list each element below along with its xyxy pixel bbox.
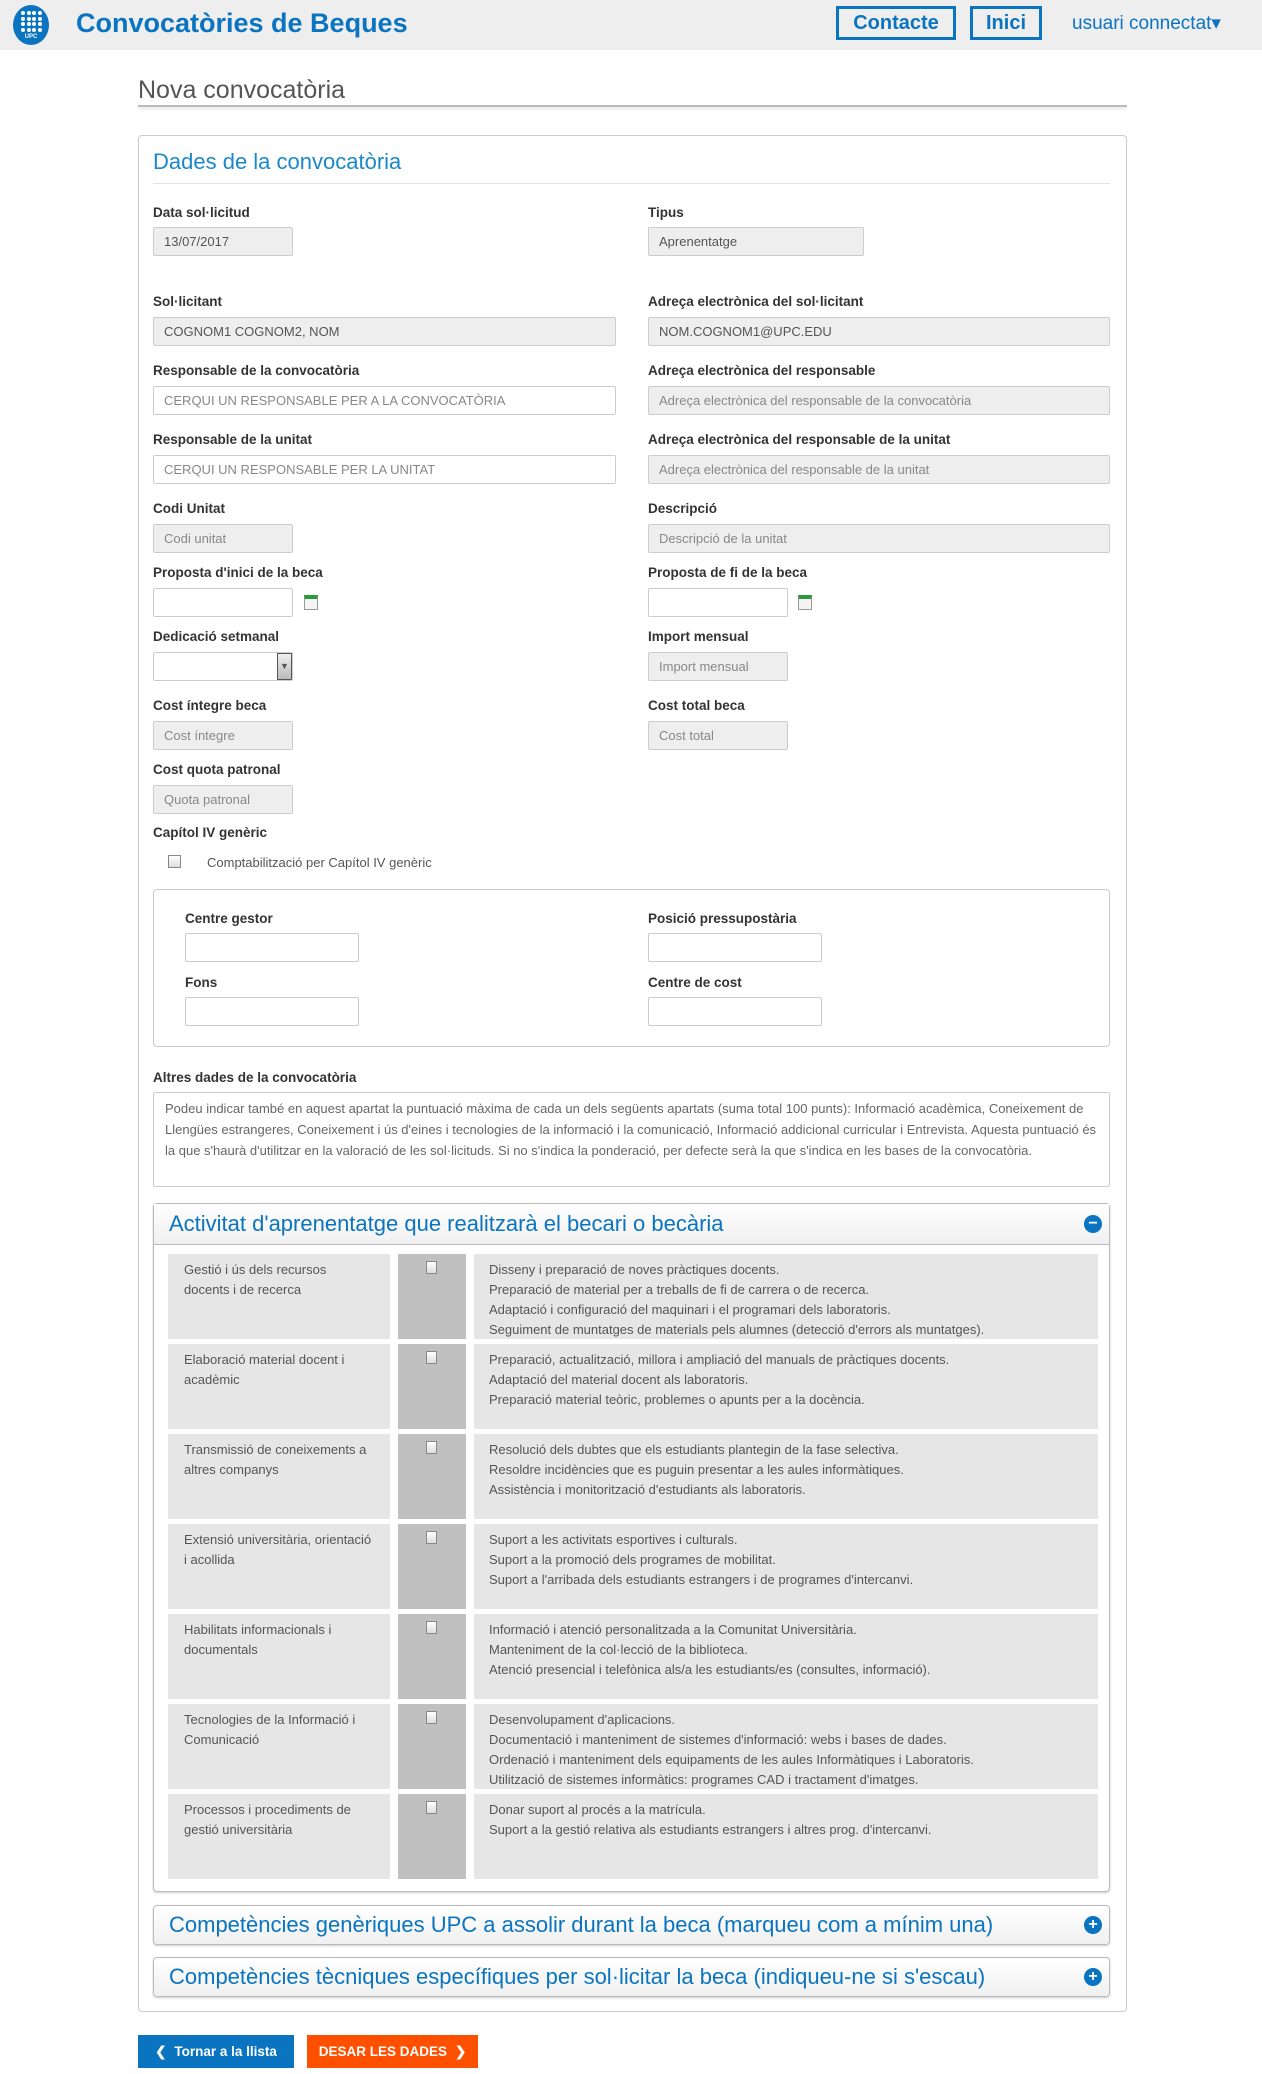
posicio-input[interactable] bbox=[648, 933, 822, 962]
activity-item: Desenvolupament d'aplicacions. bbox=[489, 1712, 676, 1727]
activity-select-cell bbox=[398, 1794, 466, 1879]
activity-item: Preparació material teòric, problemes o apunts per a la docència. bbox=[489, 1392, 865, 1407]
activity-select-cell bbox=[398, 1704, 466, 1789]
label-email-responsable: Adreça electrònica del responsable bbox=[648, 363, 876, 378]
user-menu[interactable]: usuari connectat▾ bbox=[1072, 13, 1221, 34]
activity-item: Suport a la promoció dels programes de mobilitat. bbox=[489, 1552, 776, 1567]
activity-checkbox[interactable] bbox=[426, 1801, 437, 1814]
activity-name: Elaboració material docent i acadèmic bbox=[168, 1344, 390, 1429]
label-codi-unitat: Codi Unitat bbox=[153, 501, 225, 516]
label-centre-gestor: Centre gestor bbox=[185, 911, 273, 926]
upc-logo[interactable]: UPC bbox=[13, 5, 49, 45]
activity-item: Resolució dels dubtes que els estudiants plantegin de la fase selectiva. bbox=[489, 1442, 899, 1457]
label-email-sollicitant: Adreça electrònica del sol·licitant bbox=[648, 294, 864, 309]
divider bbox=[153, 183, 1110, 184]
activity-item: Suport a les activitats esportives i culturals. bbox=[489, 1532, 738, 1547]
accordion-competencies-generiques bbox=[153, 1905, 1110, 1945]
expand-plus-icon[interactable]: + bbox=[1084, 1916, 1102, 1934]
label-email-responsable-unitat: Adreça electrònica del responsable de la unitat bbox=[648, 432, 951, 447]
activity-checkbox[interactable] bbox=[426, 1441, 437, 1454]
activity-description bbox=[474, 1254, 1098, 1339]
activity-item: Seguiment de muntatges de materials pels alumnes (detecció d'errors als muntatges). bbox=[489, 1322, 985, 1337]
descripcio-field: Descripció de la unitat bbox=[648, 524, 1110, 553]
page-title: Nova convocatòria bbox=[138, 76, 346, 104]
centre-gestor-input[interactable] bbox=[185, 933, 359, 962]
activity-item: Donar suport al procés a la matrícula. bbox=[489, 1802, 706, 1817]
activity-item: Resoldre incidències que es puguin presentar a les aules informàtiques. bbox=[489, 1462, 904, 1477]
label-sollicitant: Sol·licitant bbox=[153, 294, 223, 309]
accordion-title: Activitat d'aprenentatge que realitzarà el becari o becària bbox=[169, 1211, 724, 1236]
activity-description bbox=[474, 1794, 1098, 1879]
activity-item: Preparació, actualització, millora i ampliació del manuals de pràctiques docents. bbox=[489, 1352, 950, 1367]
activity-item: Atenció presencial i telefònica als/a les estudiants/es (consultes, informació). bbox=[489, 1662, 931, 1677]
accordion-competencies-tecniques bbox=[153, 1957, 1110, 1997]
label-cost-integre: Cost íntegre beca bbox=[153, 698, 267, 713]
divider bbox=[138, 105, 1127, 107]
accordion-activitat bbox=[153, 1203, 1110, 1892]
accordion-tecniques-header[interactable] bbox=[154, 1958, 1109, 1996]
activity-item: Manteniment de la col·lecció de la biblioteca. bbox=[489, 1642, 748, 1657]
chevron-left-icon: ❮ bbox=[155, 2043, 167, 2059]
label-responsable-convocatoria: Responsable de la convocatòria bbox=[153, 363, 360, 378]
capitol-checkbox-label[interactable]: Comptabilització per Capítol IV genèric bbox=[207, 855, 432, 870]
label-descripcio: Descripció bbox=[648, 501, 718, 516]
email-responsable-field: Adreça electrònica del responsable de la convocatòria bbox=[648, 386, 1110, 415]
contact-button[interactable]: Contacte bbox=[836, 6, 956, 40]
label-inici-beca: Proposta d'inici de la beca bbox=[153, 565, 323, 580]
activity-item: Ordenació i manteniment dels equipaments de les aules Informàtiques i Laboratoris. bbox=[489, 1752, 974, 1767]
activity-item: Utilització de sistemes informàtics: programes CAD i tractament d'imatges. bbox=[489, 1772, 919, 1787]
activity-name: Tecnologies de la Informació i Comunicació bbox=[168, 1704, 390, 1789]
label-responsable-unitat: Responsable de la unitat bbox=[153, 432, 313, 447]
label-tipus: Tipus bbox=[648, 205, 684, 220]
label-cost-total: Cost total beca bbox=[648, 698, 745, 713]
label-data-sollicitud: Data sol·licitud bbox=[153, 205, 250, 220]
activity-item: Disseny i preparació de noves pràctiques docents. bbox=[489, 1262, 780, 1277]
label-dedicacio: Dedicació setmanal bbox=[153, 629, 280, 644]
activity-name: Transmissió de coneixements a altres companys bbox=[168, 1434, 390, 1519]
altres-textarea[interactable]: Podeu indicar també en aquest apartat la puntuació màxima de cada un dels següents apartats (suma total 100 punts): Informació acadèmica, Coneixement de Llengües estrangeres, Coneixement i ús d'eines i tecnologies de la informació i la comunicació, Informació addicional curricular i Entrevista. Aquesta puntuació és la que s'haurà d'utilitzar en la valoració de les sol·licituds. Si no s'indica la ponderació, per defecte serà la que s'indica en les bases de la convocatòria. bbox=[153, 1092, 1110, 1187]
collapse-minus-icon[interactable]: − bbox=[1084, 1215, 1102, 1233]
label-capitol: Capítol IV genèric bbox=[153, 825, 268, 840]
centre-cost-input[interactable] bbox=[648, 997, 822, 1026]
label-altres: Altres dades de la convocatòria bbox=[153, 1070, 357, 1085]
inici-beca-input[interactable] bbox=[153, 588, 293, 617]
activity-description bbox=[474, 1434, 1098, 1519]
responsable-unitat-input[interactable]: CERQUI UN RESPONSABLE PER LA UNITAT bbox=[153, 455, 616, 484]
section-title: Dades de la convocatòria bbox=[153, 149, 402, 174]
activity-name: Processos i procediments de gestió universitària bbox=[168, 1794, 390, 1879]
activity-name: Habilitats informacionals i documentals bbox=[168, 1614, 390, 1699]
import-mensual-field: Import mensual bbox=[648, 652, 788, 681]
activity-checkbox[interactable] bbox=[426, 1621, 437, 1634]
app-title[interactable]: Convocatòries de Beques bbox=[76, 8, 408, 38]
accordion-generiques-header[interactable] bbox=[154, 1906, 1109, 1944]
activity-item: Adaptació del material docent als laboratoris. bbox=[489, 1372, 749, 1387]
activity-item: Adaptació i configuració del maquinari i el programari dels laboratoris. bbox=[489, 1302, 891, 1317]
save-button[interactable]: DESAR LES DADES ❯ bbox=[307, 2035, 478, 2068]
label-posicio: Posició pressupostària bbox=[648, 911, 797, 926]
activity-description bbox=[474, 1704, 1098, 1789]
activity-description bbox=[474, 1344, 1098, 1429]
activity-checkbox[interactable] bbox=[426, 1351, 437, 1364]
dedicacio-select[interactable] bbox=[153, 652, 293, 681]
activity-name: Extensió universitària, orientació i acollida bbox=[168, 1524, 390, 1609]
label-quota-patronal: Cost quota patronal bbox=[153, 762, 281, 777]
accordion-activitat-header[interactable] bbox=[154, 1204, 1109, 1245]
activity-item: Documentació i manteniment de sistemes d'informació: webs i bases de dades. bbox=[489, 1732, 947, 1747]
activity-item: Preparació de material per a treballs de fi de carrera o de recerca. bbox=[489, 1282, 870, 1297]
cost-total-field: Cost total bbox=[648, 721, 788, 750]
activity-description bbox=[474, 1614, 1098, 1699]
accordion-title: Competències tècniques específiques per sol·licitar la beca (indiqueu-ne si s'escau) bbox=[169, 1964, 986, 1989]
home-button[interactable]: Inici bbox=[970, 6, 1042, 40]
activity-item: Informació i atenció personalitzada a la Comunitat Universitària. bbox=[489, 1622, 857, 1637]
fons-input[interactable] bbox=[185, 997, 359, 1026]
top-navbar bbox=[0, 0, 1262, 50]
label-import-mensual: Import mensual bbox=[648, 629, 749, 644]
label-fons: Fons bbox=[185, 975, 218, 990]
email-sollicitant-field: NOM.COGNOM1@UPC.EDU bbox=[648, 317, 1110, 346]
chevron-down-icon[interactable]: ▼ bbox=[277, 653, 292, 680]
activity-item: Suport a l'arribada dels estudiants estrangers i de programes d'intercanvi. bbox=[489, 1572, 914, 1587]
activity-name: Gestió i ús dels recursos docents i de recerca bbox=[168, 1254, 390, 1339]
data-sollicitud-field: 13/07/2017 bbox=[153, 227, 293, 256]
activity-select-cell bbox=[398, 1344, 466, 1429]
activity-checkbox[interactable] bbox=[426, 1531, 437, 1544]
activity-select-cell bbox=[398, 1434, 466, 1519]
calendar-icon[interactable] bbox=[798, 595, 812, 610]
activity-checkbox[interactable] bbox=[426, 1711, 437, 1724]
back-to-list-button[interactable]: ❮ Tornar a la llista bbox=[138, 2035, 294, 2068]
tipus-field: Aprenentatge bbox=[648, 227, 864, 256]
activity-select-cell bbox=[398, 1614, 466, 1699]
activity-checkbox[interactable] bbox=[426, 1261, 437, 1274]
responsable-convocatoria-input[interactable]: CERQUI UN RESPONSABLE PER A LA CONVOCATÒRIA bbox=[153, 386, 616, 415]
chevron-right-icon: ❯ bbox=[454, 2043, 467, 2059]
sollicitant-field: COGNOM1 COGNOM2, NOM bbox=[153, 317, 616, 346]
accordion-title: Competències genèriques UPC a assolir durant la beca (marqueu com a mínim una) bbox=[169, 1912, 994, 1937]
activity-item: Assistència i monitorització d'estudiants als laboratoris. bbox=[489, 1482, 806, 1497]
codi-unitat-field: Codi unitat bbox=[153, 524, 293, 553]
activity-select-cell bbox=[398, 1254, 466, 1339]
calendar-icon[interactable] bbox=[304, 595, 318, 610]
quota-patronal-field: Quota patronal bbox=[153, 785, 293, 814]
activity-select-cell bbox=[398, 1524, 466, 1609]
fi-beca-input[interactable] bbox=[648, 588, 788, 617]
expand-plus-icon[interactable]: + bbox=[1084, 1968, 1102, 1986]
activity-description bbox=[474, 1524, 1098, 1609]
activity-item: Suport a la gestió relativa als estudiants estrangers i altres prog. d'intercanvi. bbox=[489, 1822, 932, 1837]
label-centre-cost: Centre de cost bbox=[648, 975, 742, 990]
capitol-checkbox[interactable] bbox=[168, 855, 181, 868]
cost-integre-field: Cost íntegre bbox=[153, 721, 293, 750]
email-responsable-unitat-field: Adreça electrònica del responsable de la unitat bbox=[648, 455, 1110, 484]
label-fi-beca: Proposta de fi de la beca bbox=[648, 565, 808, 580]
